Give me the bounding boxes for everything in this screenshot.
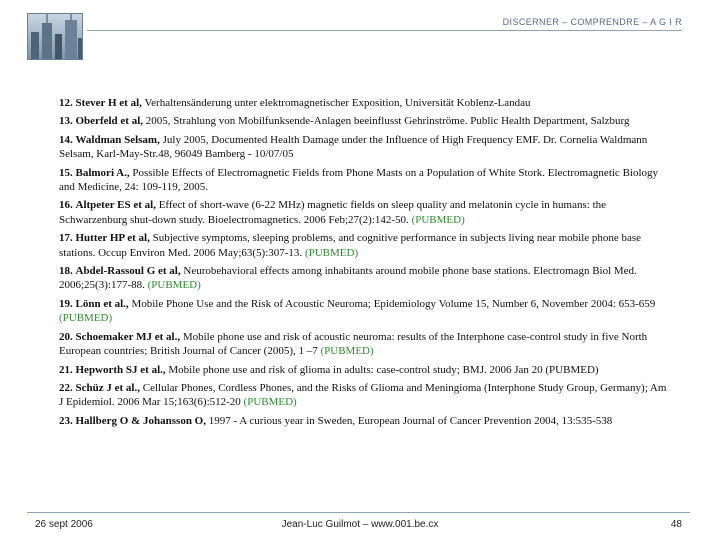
reference-text: Verhaltensänderung unter elektromagnetischer Exposition, Universität Koblenz-Landau [141,97,531,109]
reference-text: Mobile Phone Use and the Risk of Acoustic Neuroma; Epidemiology Volume 15, Number 6, November 2004: 653-659 [128,297,656,310]
pubmed-link[interactable]: (PUBMED) [243,396,297,409]
footer-date: 26 sept 2006 [35,519,93,530]
reference-text: Neurobehavioral effects among inhabitants around mobile phone base stations. Electromagn Biol Med. 2006;25(3):177-88. [59,265,637,292]
reference-item [59,297,667,326]
reference-number: 20. [59,330,73,343]
pubmed-link[interactable]: (PUBMED) [411,213,465,226]
reference-number: 19. [59,297,73,310]
reference-text: Possible Effects of Electromagnetic Fields from Phone Masts on a Population of White Stork. Electromagnetic Biology and Medicine, 24: 109-119, 2005. [59,166,659,194]
pubmed-link[interactable]: (PUBMED) [147,279,201,292]
reference-item [59,414,667,428]
footer-author: Jean-Luc Guilmot – www.001.be.cx [281,519,439,530]
reference-number: 16. [59,199,73,212]
reference-text: July 2005, Documented Health Damage under the Influence of High Frequency EMF. Dr. Cornelia Waldmann Selsam, Karl-May-Str.48, 96049 Bamberg - 10/07/05 [59,133,648,161]
reference-number: 23. [59,414,73,427]
reference-item [59,381,667,410]
reference-text: Mobile phone use and risk of glioma in adults: case-control study; BMJ. 2006 Jan 20 (PUBMED) [165,363,599,376]
reference-number: 18. [59,265,73,278]
reference-number: 21. [59,363,73,376]
reference-item [59,363,667,377]
header-divider [87,30,682,31]
reference-author: Schoemaker MJ et al., [75,330,181,343]
header-title: DISCERNER – COMPRENDRE – A G I R [502,17,682,27]
reference-text: Subjective symptoms, sleeping problems, and cognitive performance in subjects living near mobile phone base stations. Occup Environ Med. 2006 May;63(5):307-13. [59,232,642,259]
reference-item [59,166,667,195]
reference-author: Hutter HP et al, [75,232,150,245]
reference-number: 13. [59,115,73,128]
pubmed-link[interactable]: (PUBMED) [59,312,113,325]
reference-author: Stever H et al, [75,97,142,109]
reference-author: Hepworth SJ et al., [75,363,166,376]
reference-item [59,96,667,110]
reference-number: 22. [59,381,73,394]
reference-author: Oberfeld et al, [75,115,144,128]
reference-number: 14. [59,133,73,146]
reference-item [59,264,667,293]
reference-item [59,133,667,162]
reference-author: Abdel-Rassoul G et al, [75,265,181,278]
reference-number: 15. [59,166,73,179]
reference-text: 1997 - A curious year in Sweden, European Journal of Cancer Prevention 2004, 13:535-538 [206,414,613,427]
pubmed-link[interactable]: (PUBMED) [320,345,374,358]
reference-author: Altpeter ES et al, [75,199,156,212]
header-logo [27,13,83,60]
reference-author: Lönn et al., [75,297,129,310]
reference-number: 12. [59,97,73,109]
reference-text: Mobile phone use and risk of acoustic neuroma: results of the Interphone case-control study in five North European countries; British Journal of Cancer (2005), 1 –7 [59,330,648,358]
reference-number: 17. [59,232,73,245]
reference-item [59,231,667,260]
reference-text: Effect of short-wave (6-22 MHz) magnetic fields on sleep quality and melatonin cycle in humans: the Schwarzenburg shut-down study. Bioelectromagnetics. 2006 Feb;27(2):142-50. [59,199,607,226]
pubmed-link[interactable]: (PUBMED) [304,246,359,259]
footer-divider [27,512,690,513]
reference-author: Hallberg O & Johansson O, [75,414,206,427]
reference-item [59,330,667,359]
page-number: 48 [670,519,682,530]
reference-item [59,198,667,227]
reference-item [59,114,667,128]
reference-author: Schüz J et al., [75,381,140,394]
reference-author: Balmori A., [75,166,130,179]
reference-list [59,96,667,432]
reference-text: Cellular Phones, Cordless Phones, and the Risks of Glioma and Meningioma (Interphone Study Group, Germany); Am J Epidemiol. 2006 Mar 15;163(6):512-20 [59,381,667,409]
reference-author: Waldman Selsam, [75,133,160,146]
reference-text: 2005, Strahlung von Mobilfunksende-Anlagen beeinflusst Gehrinströme. Public Health Department, Salzburg [143,115,630,128]
